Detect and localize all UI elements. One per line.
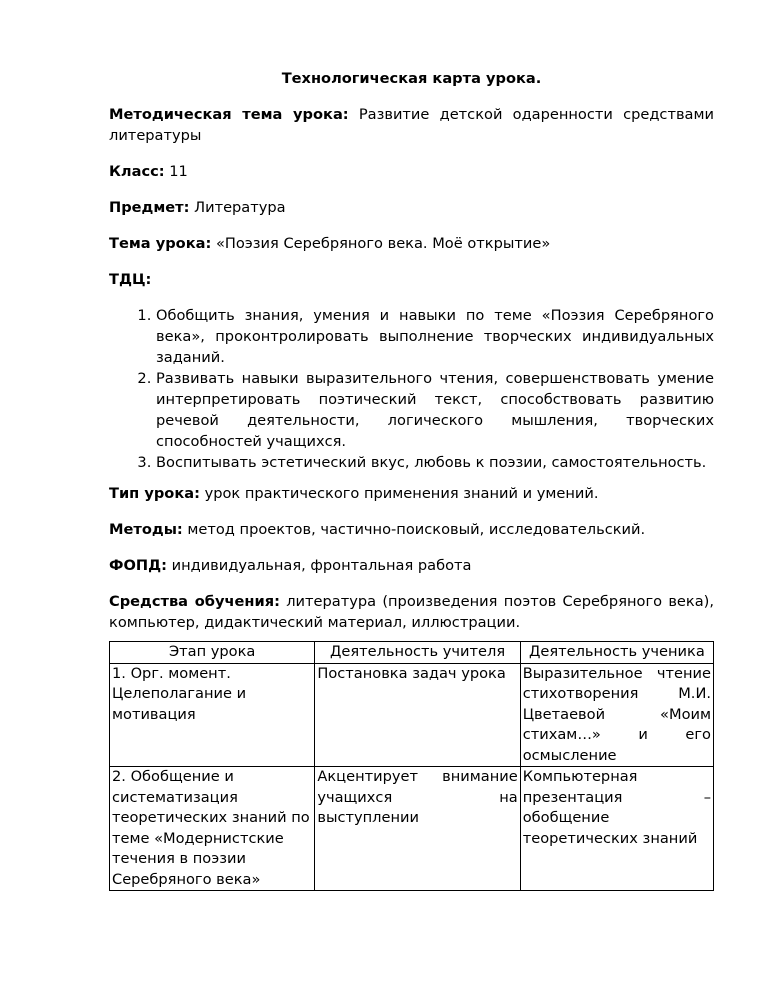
fopd-value: индивидуальная, фронтальная работа xyxy=(171,557,472,574)
lesson-type xyxy=(109,483,714,504)
tools xyxy=(109,591,714,633)
tools-value: литература (произведения поэтов Серебряного века), компьютер, дидактический материал, иллюстрации. xyxy=(109,593,714,631)
lesson-type-label: Тип урока: xyxy=(109,485,200,502)
tdc-item: 1. Обобщить знания, умения и навыки по теме «Поэзия Серебряного века», проконтролировать выполнение творческих индивидуальных заданий. xyxy=(156,305,714,368)
table-header-teacher: Деятельность учителя xyxy=(315,642,520,664)
table-cell-student: Компьютерная презентация – обобщение теоретических знаний xyxy=(520,767,713,891)
tdc-list xyxy=(109,305,714,473)
fopd-label: ФОПД: xyxy=(109,557,167,574)
tools-label: Средства обучения: xyxy=(109,593,280,610)
document-page xyxy=(109,68,714,891)
topic-label: Тема урока: xyxy=(109,235,212,252)
methods-label: Методы: xyxy=(109,521,183,538)
method-theme-label: Методическая тема урока: xyxy=(109,106,349,123)
table-cell-stage: 1. Орг. момент. Целеполагание и мотивация xyxy=(110,663,315,767)
fopd xyxy=(109,555,714,576)
subject-value: Литература xyxy=(194,199,286,216)
methods xyxy=(109,519,714,540)
method-theme-value: Развитие детской одаренности средствами литературы xyxy=(109,106,714,144)
table-cell-student: Выразительное чтение стихотворения М.И. Цветаевой «Моим стихам…» и его осмысление xyxy=(520,663,713,767)
subject-label: Предмет: xyxy=(109,199,190,216)
lesson-type-value: урок практического применения знаний и умений. xyxy=(204,485,599,502)
grade-label: Класс: xyxy=(109,163,165,180)
methods-value: метод проектов, частично-поисковый, исследовательский. xyxy=(187,521,646,538)
table-header-row xyxy=(110,642,714,664)
table-row xyxy=(110,767,714,891)
table-cell-teacher: Акцентирует внимание учащихся на выступлении xyxy=(315,767,520,891)
document-title: Технологическая карта урока. xyxy=(281,70,542,87)
lesson-table xyxy=(109,641,714,891)
grade-value: 11 xyxy=(169,163,188,180)
subject xyxy=(109,197,714,218)
table-header-stage: Этап урока xyxy=(110,642,315,664)
tdc-label: ТДЦ: xyxy=(109,271,152,288)
table-header-student: Деятельность ученика xyxy=(520,642,713,664)
topic xyxy=(109,233,714,254)
tdc-item: 2. Развивать навыки выразительного чтения, совершенствовать умение интерпретировать поэтический текст, способствовать развитию речевой деятельности, логического мышления, творческих способностей учащихся. xyxy=(156,368,714,452)
grade xyxy=(109,161,714,182)
table-cell-teacher: Постановка задач урока xyxy=(315,663,520,767)
table-cell-stage: 2. Обобщение и систематизация теоретических знаний по теме «Модернистские течения в поэзии Серебряного века» xyxy=(110,767,315,891)
table-row xyxy=(110,663,714,767)
topic-value: «Поэзия Серебряного века. Моё открытие» xyxy=(215,235,551,252)
tdc-item: 3. Воспитывать эстетический вкус, любовь к поэзии, самостоятельность. xyxy=(156,452,714,473)
method-theme xyxy=(109,104,714,146)
